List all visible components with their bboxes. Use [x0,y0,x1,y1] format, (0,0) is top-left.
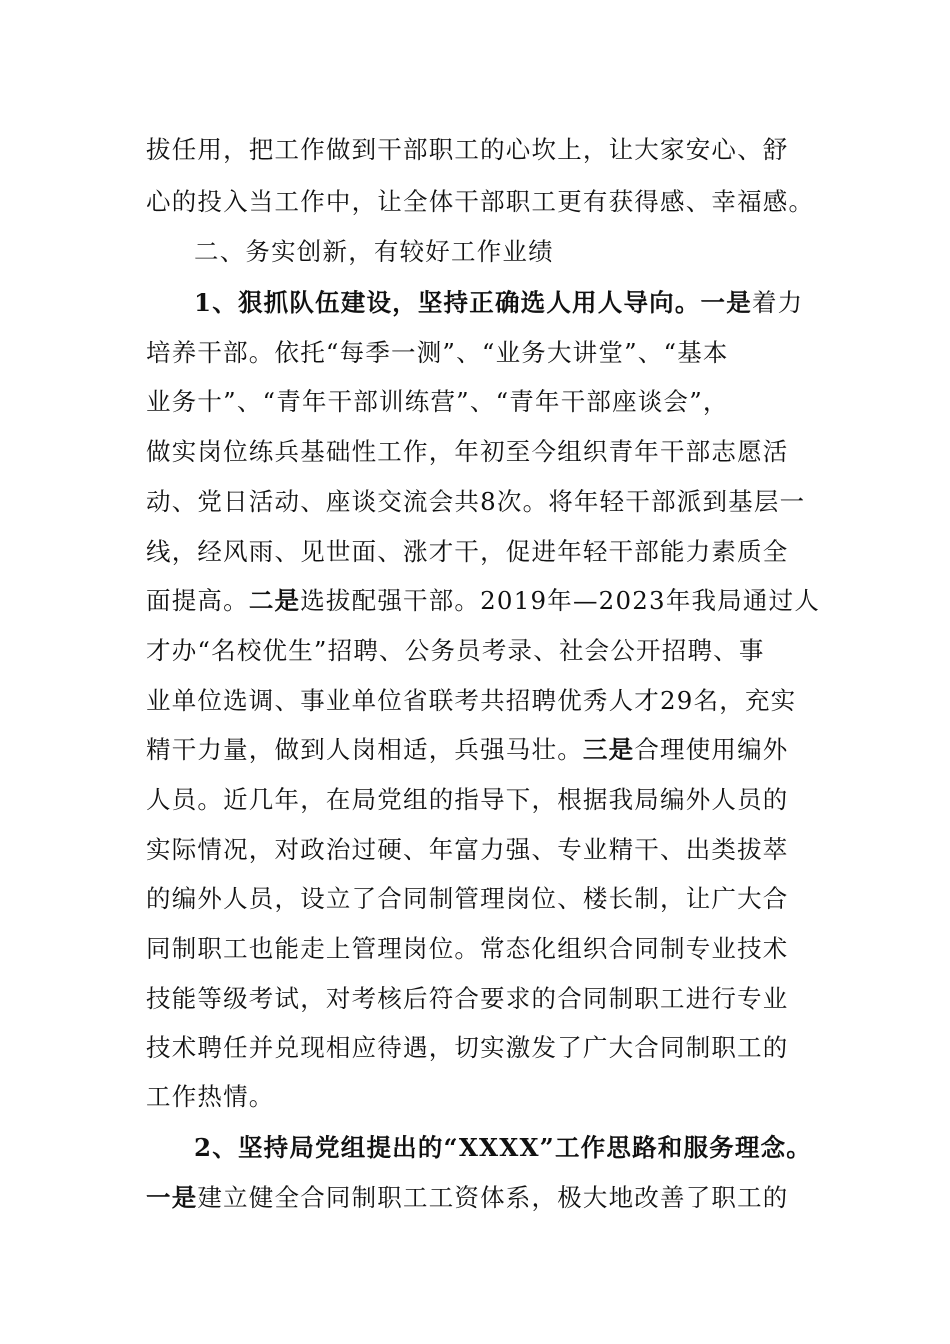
line-text: 面提高。 [146,586,249,615]
line-text: 建立健全合同制职工工资体系，极大地改善了职工的 [197,1183,789,1212]
paragraph-line: 动、党日活动、座谈交流会共8次。将年轻干部派到基层一 [146,487,806,516]
line-text: 着力 [751,288,804,317]
paragraph-line [146,585,821,617]
line-text: 精干力量，做到人岗相适，兵强马壮。 [146,735,583,764]
paragraph-line: 人员。近几年，在局党组的指导下，根据我局编外人员的 [146,785,789,814]
point-marker: 二是 [248,586,301,615]
paragraph-line: 的编外人员，设立了合同制管理岗位、楼长制，让广大合 [146,884,789,913]
section-heading: 二、务实创新，有较好工作业绩 [194,237,554,266]
paragraph-line: 线，经风雨、见世面、涨才干，促进年轻干部能力素质全 [146,537,789,566]
paragraph-line: 技能等级考试，对考核后符合要求的合同制职工进行专业 [146,984,789,1013]
paragraph-line: 培养干部。依托“每季一测”、“业务大讲堂”、“基本 [146,338,729,367]
line-text: 选拔配强干部。2019年—2023年我局通过人 [300,586,821,615]
paragraph-line [146,734,810,766]
paragraph-line [146,1182,810,1214]
paragraph-line: 拔任用，把工作做到干部职工的心坎上，让大家安心、舒 [146,135,789,164]
paragraph-line: 工作热情。 [146,1082,275,1111]
subheading-2: 2、坚持局党组提出的“XXXX”工作思路和服务理念。 [194,1133,812,1162]
paragraph-line: 才办“名校优生”招聘、公务员考录、社会公开招聘、事 [146,636,765,665]
paragraph-line [194,287,810,319]
paragraph-line: 业单位选调、事业单位省联考共招聘优秀人才29名，充实 [146,686,797,715]
point-marker: 一是 [146,1183,198,1212]
paragraph-line: 业务十”、“青年干部训练营”、“青年干部座谈会”， [146,387,729,416]
line-text: 合理使用编外 [634,735,789,764]
point-marker: 三是 [582,735,635,764]
paragraph-line: 心的投入当工作中，让全体干部职工更有获得感、幸福感。 [146,187,815,216]
subheading-1: 1、狠抓队伍建设，坚持正确选人用人导向。 [194,288,701,317]
point-marker: 一是 [700,288,752,317]
paragraph-line: 实际情况，对政治过硬、年富力强、专业精干、出类拔萃 [146,835,789,864]
paragraph-line: 做实岗位练兵基础性工作，年初至今组织青年干部志愿活 [146,437,789,466]
paragraph-line: 同制职工也能走上管理岗位。常态化组织合同制专业技术 [146,934,789,963]
paragraph-line: 技术聘任并兑现相应待遇，切实激发了广大合同制职工的 [146,1033,789,1062]
